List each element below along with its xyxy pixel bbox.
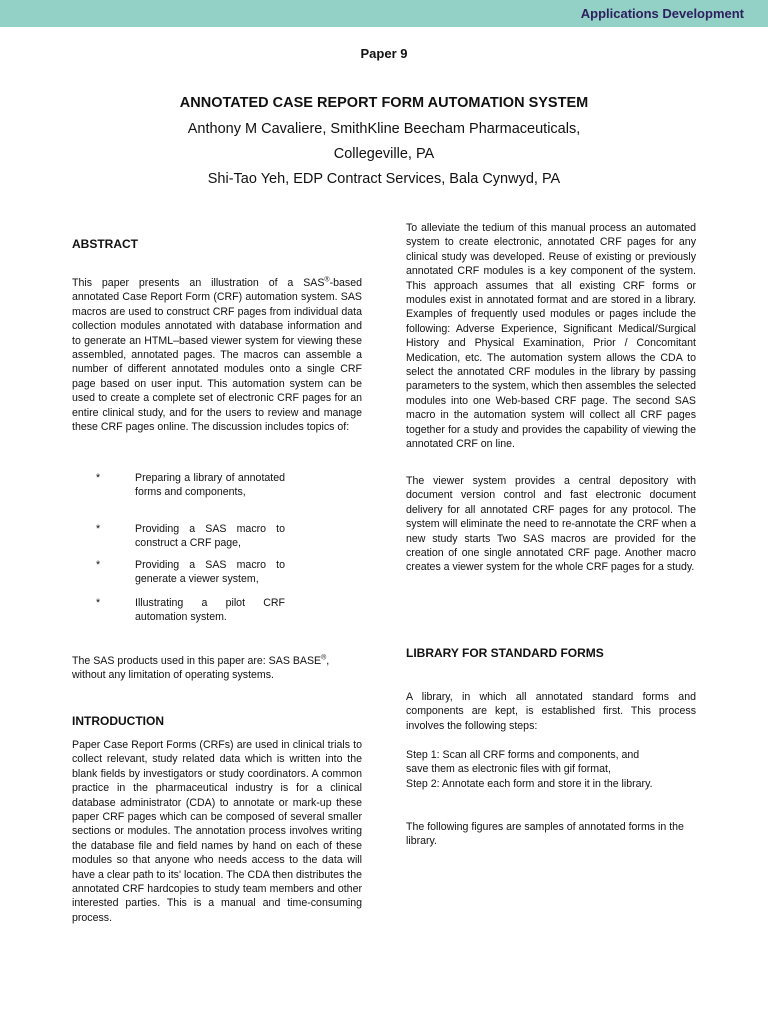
figures-note: The following figures are samples of annotated forms in the library. [406,821,684,848]
library-steps [406,748,706,791]
abstract-text-start: This paper presents an illustration of a SAS [72,277,325,289]
sas-products-paragraph [72,654,362,683]
right-paragraph-1: To alleviate the tedium of this manual process an automated system to create electronic, annotated CRF pages for any clinical study was developed. Reuse of existing or previously annotated CRF modules is a key component of the system. This approach assumes that all existing CRF forms or modules exist in annotated format and are stored in a library. Examples of frequently used modules or pages include the following: Adverse Experience, Significant Medical/Surgical History and Physical Examination, Prior / Concomitant Medication, etc. The automation system allows the CDA to select the annotated CRF modules in the library by passing parameters to the system, which then assembles the selected modules into one Web-based CRF page. The second SAS macro in the automation system will collect all CRF pages together for a study and provides the capability of viewing the annotated CRF on line. [406,222,696,451]
bullet-text: Providing a SAS macro to construct a CRF page, [135,523,285,550]
step-line: save them as electronic files with gif format, [406,763,611,776]
abstract-paragraph [72,276,362,434]
introduction-heading: INTRODUCTION [72,714,164,728]
author-line-1: Anthony M Cavaliere, SmithKline Beecham Pharmaceuticals, [187,121,581,137]
products-text-rest: , without any limitation of operating systems. [72,655,330,682]
right-paragraph-2: The viewer system provides a central depository with document version control and fast electronic document delivery for all annotated CRF pages for any protocol. The system will eliminate the need to re-annotate the CRF when a new study starts Two SAS macros are provided for the creation of one single annotated CRF page. Another macro creates a viewer system for the whole CRF pages for a study. [406,475,696,574]
step-line: Step 2: Annotate each form and store it in the library. [406,777,653,790]
introduction-paragraph: Paper Case Report Forms (CRFs) are used in clinical trials to collect relevant, study related data which is written into the blank fields by investigators or study coordinators. A common practice in the pharmaceutical industry is for a clinical database administrator (CDA) to annotate or mark-up these paper CRF pages which can be composed of several smaller sections or modules. The annotation process involves writing the database file and field names by hand on each of these modules so that anyone who needs access to the data will have a clear path to its' location. The CDA then distributes the annotated CRF hardcopies to study team members and other interested parties. This is a manual and time-consuming process. [72,739,362,924]
library-heading: LIBRARY FOR STANDARD FORMS [406,646,604,660]
abstract-heading: ABSTRACT [72,237,138,251]
step-line: Step 1: Scan all CRF forms and components, and [406,749,640,761]
bullet-text: Providing a SAS macro to generate a viewer system, [135,559,285,586]
header-banner [0,0,768,27]
paper-title: ANNOTATED CASE REPORT FORM AUTOMATION SYSTEM [179,95,589,111]
library-intro: A library, in which all annotated standard forms and components are kept, is established first. This process involves the following steps: [406,691,696,732]
bullet-marker: * [96,597,101,609]
abstract-text-rest: -based annotated Case Report Form (CRF) automation system. SAS macros are used to construct CRF pages from individual data collection modules annotated with database information and to generate an HTML–based viewer system for viewing these assembled, annotated pages. The macros can assemble a number of different annotated modules onto a single CRF page based on user input. This automation system can be used to create a complete set of electronic CRF pages for an entire clinical study, and for the users to review and manage these CRF pages online. The discussion includes topics of: [72,277,362,434]
author-line-3: Shi-Tao Yeh, EDP Contract Services, Bala Cynwyd, PA [207,171,561,187]
author-line-2: Collegeville, PA [333,146,435,162]
paper-number: Paper 9 [360,46,408,61]
registered-mark: ® [324,276,330,284]
bullet-marker: * [96,559,101,571]
bullet-text: Preparing a library of annotated forms and components, [135,472,285,499]
bullet-marker: * [96,472,101,484]
products-text-start: The SAS products used in this paper are: SAS BASE [72,655,322,667]
bullet-marker: * [96,523,101,535]
section-label: Applications Development [580,6,744,21]
bullet-text: Illustrating a pilot CRF automation system. [135,597,285,624]
registered-mark: ® [321,654,327,662]
